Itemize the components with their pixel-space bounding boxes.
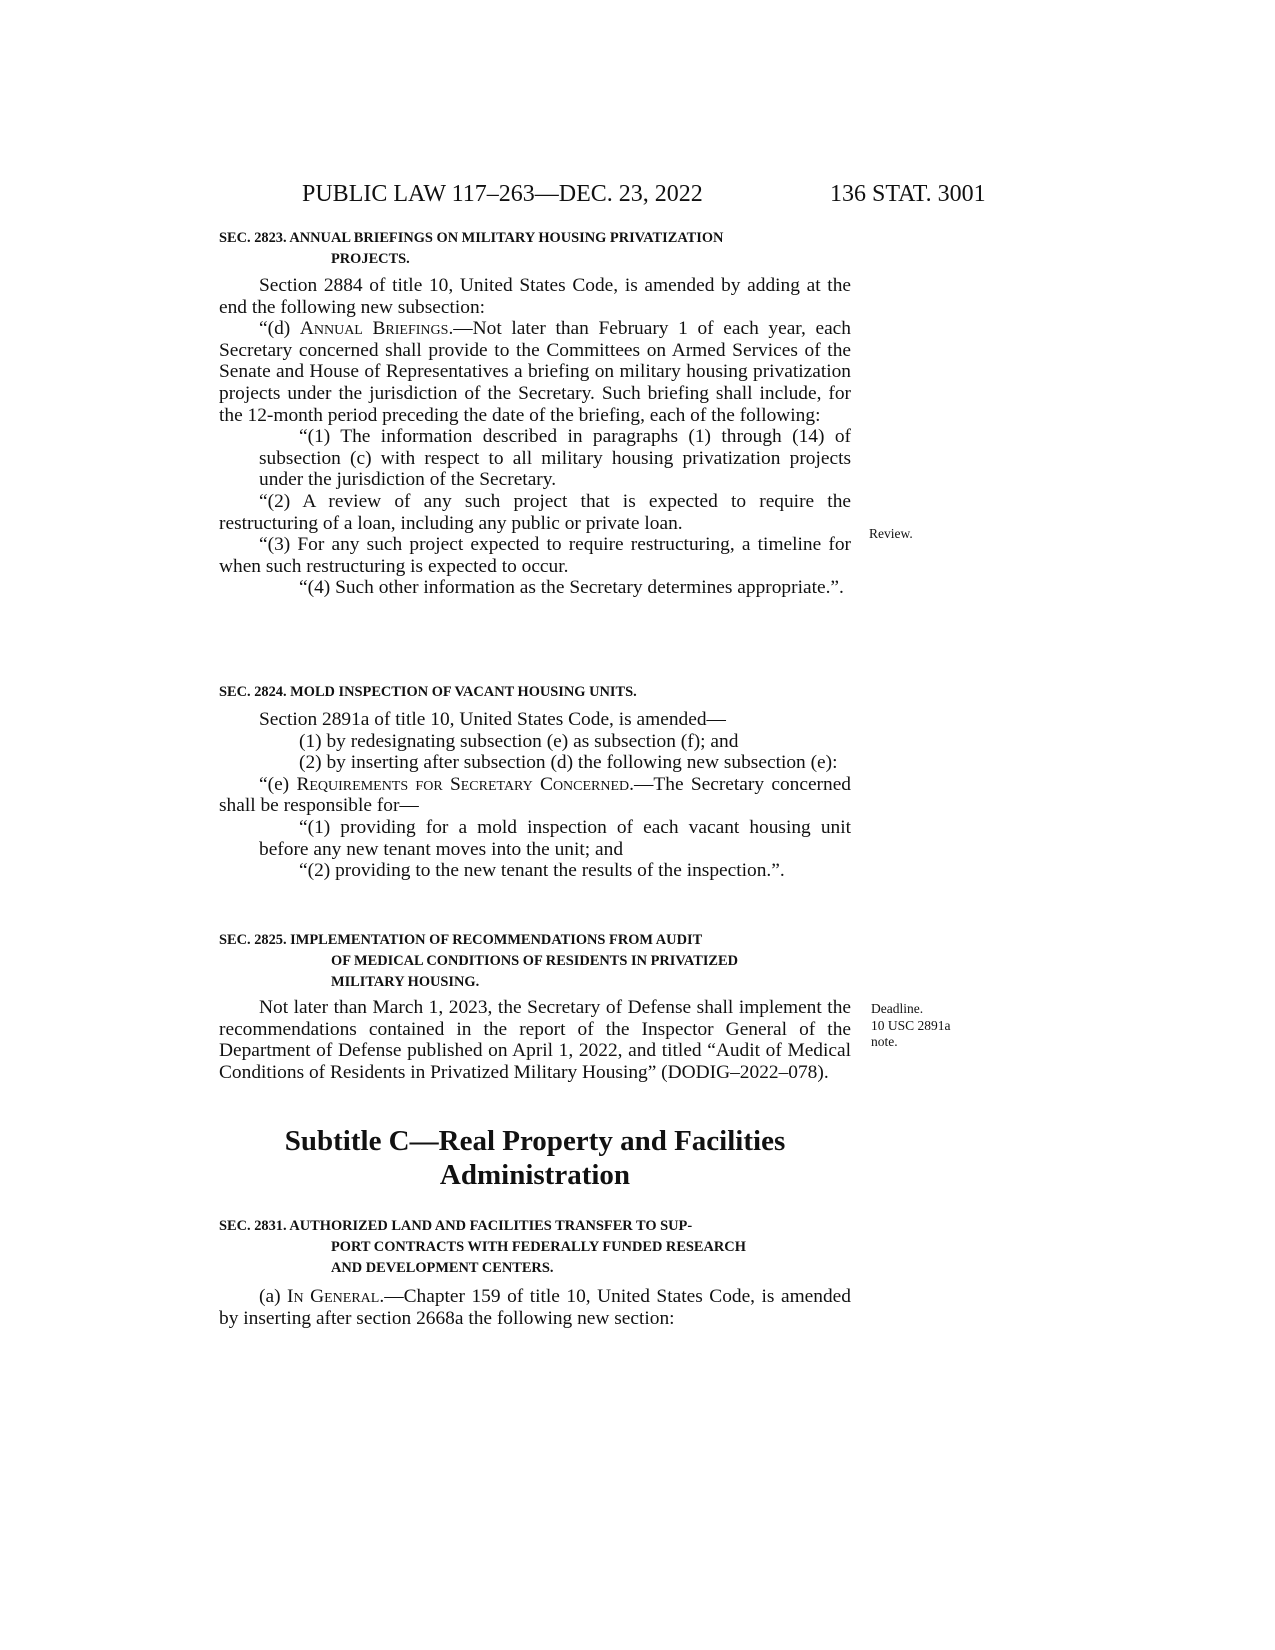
sec-2825-text: Not later than March 1, 2023, the Secretary of Defense shall implement the recommendations contained in the report of the Inspector General of the Department of Defense published on April 1, 2022, and titled “Audit of Medical Conditions of Residents in Privatized Military Housing” (DODIG–2022–078). xyxy=(219,997,851,1083)
margin-note-deadline xyxy=(871,1001,951,1051)
sec-2825-heading-line3: MILITARY HOUSING. xyxy=(331,974,480,990)
subtitle-line1: Subtitle C—Real Property and Facilities xyxy=(284,1125,786,1157)
sec-2823-item-2: “(2) A review of any such project that is expected to require the restructuring of a loan, including any public or private loan. xyxy=(219,490,851,534)
sec-2823-item-1: “(1) The information described in paragraphs (1) through (14) of subsection (c) with respect to all military housing privatization projects under the jurisdiction of the Secretary. xyxy=(259,426,851,491)
sec-2831-heading-line2: PORT CONTRACTS WITH FEDERALLY FUNDED RESEARCH xyxy=(331,1239,746,1255)
sec-2831-heading-line1: SEC. 2831. AUTHORIZED LAND AND FACILITIES TRANSFER TO SUP- xyxy=(219,1218,693,1234)
sec-2825-heading-line1: SEC. 2825. IMPLEMENTATION OF RECOMMENDATIONS FROM AUDIT xyxy=(219,932,703,948)
margin-note-deadline-line3: note. xyxy=(871,1034,898,1049)
sec-2824-sub-item-2: “(2) providing to the new tenant the results of the inspection.”. xyxy=(299,860,785,882)
sec-2824-item-2: (2) by inserting after subsection (d) the following new subsection (e): xyxy=(299,752,838,774)
sec-2824-heading: SEC. 2824. MOLD INSPECTION OF VACANT HOUSING UNITS. xyxy=(219,684,637,700)
sec-2824-subsection-e: “(e) Requirements for Secretary Concerned.—The Secretary concerned shall be responsible for— xyxy=(219,773,851,817)
subsection-d-heading: Annual Briefings xyxy=(299,318,449,340)
sec-2824-body xyxy=(219,709,851,882)
sec-2825-heading xyxy=(219,930,851,993)
margin-note-deadline-line2: 10 USC 2891a xyxy=(871,1017,951,1033)
subtitle-line2: Administration xyxy=(439,1159,631,1191)
sec-2823-heading xyxy=(219,228,851,270)
running-header-title: PUBLIC LAW 117–263—DEC. 23, 2022 xyxy=(302,181,703,207)
sec-2831-heading xyxy=(219,1216,851,1279)
sec-2825-heading-line2: OF MEDICAL CONDITIONS OF RESIDENTS IN PRIVATIZED xyxy=(331,953,739,969)
sec-2825-body xyxy=(219,997,851,1083)
margin-note-review: Review. xyxy=(869,526,913,541)
subsection-a-heading: In General xyxy=(287,1286,380,1307)
sec-2823-item-4: “(4) Such other information as the Secretary determines appropriate.”. xyxy=(299,577,844,599)
sec-2824-intro: Section 2891a of title 10, United States Code, is amended— xyxy=(259,709,726,730)
sec-2831-heading-line3: AND DEVELOPMENT CENTERS. xyxy=(331,1260,554,1276)
sec-2831-subsection-a: (a) In General.—Chapter 159 of title 10, United States Code, is amended by inserting after section 2668a the following new section: xyxy=(219,1286,851,1329)
sec-2823-intro: Section 2884 of title 10, United States Code, is amended by adding at the end the following new subsection: xyxy=(219,275,851,318)
sec-2824-item-1: (1) by redesignating subsection (e) as subsection (f); and xyxy=(299,730,739,752)
sec-2823-heading-line1: SEC. 2823. ANNUAL BRIEFINGS ON MILITARY HOUSING PRIVATIZATION xyxy=(219,230,724,246)
sec-2823-body xyxy=(219,275,851,599)
margin-note-deadline-line1: Deadline. xyxy=(871,1001,924,1016)
sec-2823-item-3: “(3) For any such project expected to require restructuring, a timeline for when such restructuring is expected to occur. xyxy=(219,534,851,577)
subtitle-heading xyxy=(219,1124,851,1192)
subsection-e-heading: Requirements for Secretary Concerned xyxy=(296,773,630,795)
sec-2823-heading-line2: PROJECTS. xyxy=(331,251,410,267)
sec-2823-subsection-d: “(d) Annual Briefings.—Not later than February 1 of each year, each Secretary concerned shall provide to the Committees on Armed Services of the Senate and House of Representatives a briefing on military housing privatization projects under the jurisdiction of the Secretary. Such briefing shall include, for the 12-month period preceding the date of the briefing, each of the following: xyxy=(219,318,851,426)
page-number: 136 STAT. 3001 xyxy=(830,181,986,207)
sec-2824-sub-item-1: “(1) providing for a mold inspection of each vacant housing unit before any new tenant moves into the unit; and xyxy=(259,816,851,860)
sec-2831-body xyxy=(219,1286,851,1329)
